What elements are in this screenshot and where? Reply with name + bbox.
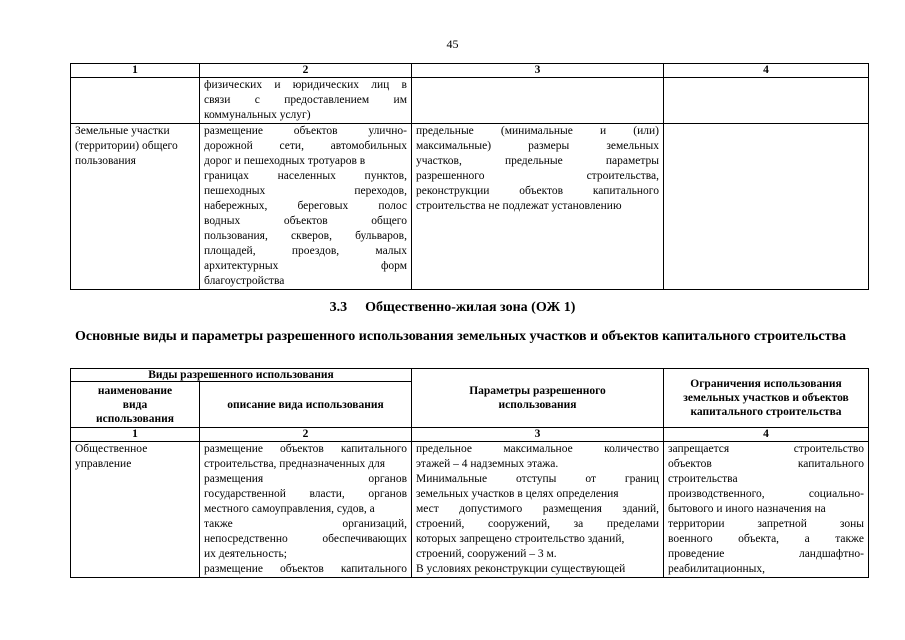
header-description-cell: описание вида использования: [200, 382, 412, 428]
word: участков,: [416, 155, 462, 167]
use-description-cell: [200, 124, 412, 290]
word: благоустройства: [204, 275, 285, 287]
word: малых: [375, 245, 407, 257]
text-line: [668, 547, 864, 562]
text-line: [668, 472, 864, 487]
word: размещение: [204, 563, 263, 575]
word: капитального: [797, 458, 864, 470]
word: пределами: [606, 518, 659, 530]
word: дорожной: [204, 140, 253, 152]
word: объектов: [280, 443, 324, 455]
restrictions-cell: [664, 442, 869, 578]
word: форм: [380, 260, 407, 272]
text-line: [416, 517, 659, 532]
text-line: [204, 229, 407, 244]
text-line: управление: [75, 458, 132, 470]
word: площадей,: [204, 245, 256, 257]
word: строений, сооружений – 3 м.: [416, 548, 557, 560]
text-line: [416, 502, 659, 517]
word: общего: [371, 215, 407, 227]
word: (минимальные: [500, 125, 573, 137]
word: мест: [416, 503, 439, 515]
word: обеспечивающих: [322, 533, 407, 545]
word: сети,: [279, 140, 304, 152]
word: органов: [368, 488, 407, 500]
word: объектов: [519, 185, 564, 197]
text-line: [204, 169, 407, 184]
word: пользования,: [204, 230, 268, 242]
use-description-cell: [200, 442, 412, 578]
use-name-cell: [71, 78, 200, 124]
word: пунктов,: [364, 170, 407, 182]
text-line: [204, 472, 407, 487]
word: скверов,: [291, 230, 332, 242]
word: максимальное: [503, 443, 573, 455]
page-number: 45: [446, 37, 459, 51]
word: размещения: [542, 503, 602, 515]
word: территории: [668, 518, 725, 530]
word: с: [254, 94, 260, 106]
word: архитектурных: [204, 260, 279, 272]
col-number-3: 3: [412, 428, 664, 442]
text-line: [668, 532, 864, 547]
word: отступы: [516, 473, 557, 485]
text-line: пользования: [75, 155, 136, 167]
table-heading: Основные виды и параметры разрешенного использования земельных участков и объектов капитального строительства: [75, 329, 847, 344]
table-row: [71, 124, 869, 290]
text-line: [416, 199, 659, 214]
word: бульваров,: [355, 230, 407, 242]
use-name-cell: [71, 442, 200, 578]
word: переходов,: [354, 185, 407, 197]
word: строительства: [668, 473, 738, 485]
col-number-2: 2: [200, 64, 412, 78]
parameters-cell: [412, 78, 664, 124]
word: запрещается: [668, 443, 730, 455]
word: объектов: [668, 458, 712, 470]
text-line: [416, 184, 659, 199]
text-line: Общественное: [75, 443, 148, 455]
col-number-3: 3: [412, 64, 664, 78]
word: непосредственно: [204, 533, 288, 545]
word: им: [393, 94, 407, 106]
section-name: Общественно-жилая зона (ОЖ 1): [365, 300, 576, 315]
word: а: [804, 533, 810, 545]
text-line: [204, 457, 407, 472]
text-line: [668, 487, 864, 502]
section-title: [0, 300, 905, 316]
text-line: [668, 442, 864, 457]
land-use-table-continued: [70, 63, 869, 290]
col-number-4: 4: [664, 428, 869, 442]
text-line: [416, 547, 659, 562]
text-line: [668, 517, 864, 532]
restrictions-cell: [664, 124, 869, 290]
text-line: [204, 184, 407, 199]
text-line: [416, 442, 659, 457]
text-line: [204, 259, 407, 274]
word: населенных: [277, 170, 336, 182]
word: от: [585, 473, 596, 485]
word: зданий,: [622, 503, 659, 515]
text-line: [204, 517, 407, 532]
text-line: (территории) общего: [75, 140, 178, 152]
word: автомобильных: [330, 140, 407, 152]
text-line: [416, 472, 659, 487]
word: физических: [204, 79, 263, 91]
text-line: [668, 502, 864, 517]
word: строительства, предназначенных для: [204, 458, 386, 470]
word: допустимого: [459, 503, 523, 515]
word: военного: [668, 533, 713, 545]
word: границах: [204, 170, 249, 182]
col-number-2: 2: [200, 428, 412, 442]
table-row: [71, 442, 869, 578]
word: водных: [204, 215, 241, 227]
text-line: использования: [96, 412, 174, 425]
word: Минимальные: [416, 473, 488, 485]
word: строительство: [793, 443, 864, 455]
parameters-cell: [412, 124, 664, 290]
text-line: [204, 154, 407, 169]
word: В условиях реконструкции существующей: [416, 563, 626, 575]
word: количество: [604, 443, 659, 455]
text-line: [416, 562, 659, 577]
word: связи: [204, 94, 231, 106]
word: максимальные): [416, 140, 492, 152]
word: власти,: [309, 488, 345, 500]
text-line: [204, 547, 407, 562]
word: капитального: [592, 185, 659, 197]
word: размещения: [204, 473, 264, 485]
text-line: [416, 532, 659, 547]
text-line: [204, 562, 407, 577]
text-line: Земельные участки: [75, 125, 170, 137]
use-name-cell: [71, 124, 200, 290]
word: юридических: [292, 79, 359, 91]
text-line: [416, 139, 659, 154]
word: также: [835, 533, 864, 545]
text-line: [204, 214, 407, 229]
header-name-cell: [71, 382, 200, 428]
word: сооружений,: [487, 518, 551, 530]
word: предельные: [416, 125, 474, 137]
word: объектов: [280, 563, 324, 575]
text-line: [204, 93, 407, 108]
word: местного самоуправления, судов, а: [204, 503, 375, 515]
word: предельное: [416, 443, 472, 455]
word: также: [204, 518, 233, 530]
word: полос: [378, 200, 407, 212]
word: пешеходных: [204, 185, 266, 197]
text-line: вида: [122, 398, 148, 411]
word: земельных участков в целях определения: [416, 488, 619, 500]
header-parameters-cell: [412, 369, 664, 428]
text-line: Ограничения использования: [690, 378, 842, 390]
word: которых запрещено строительство зданий,: [416, 533, 625, 545]
text-line: [416, 457, 659, 472]
parameters-cell: [412, 442, 664, 578]
header-restrictions-cell: [664, 369, 869, 428]
text-line: земельных участков и объектов: [683, 392, 849, 404]
word: набережных,: [204, 200, 268, 212]
text-line: [204, 78, 407, 93]
word: реабилитационных,: [668, 563, 765, 575]
word: (или): [633, 125, 659, 137]
word: ландшафтно-: [798, 548, 864, 560]
public-residential-zone-table: [70, 368, 869, 578]
text-line: [204, 199, 407, 214]
word: реконструкции: [416, 185, 490, 197]
text-line: использования: [498, 399, 577, 411]
text-line: [204, 108, 407, 123]
word: предельные: [504, 155, 563, 167]
word: дорог и пешеходных тротуаров в: [204, 155, 366, 167]
word: в: [401, 79, 407, 91]
column-number-row: [71, 428, 869, 442]
word: проведение: [668, 548, 725, 560]
text-line: [204, 532, 407, 547]
text-line: [204, 244, 407, 259]
text-line: [204, 274, 407, 289]
text-line: капитального строительства: [690, 406, 842, 418]
word: размеры: [528, 140, 570, 152]
text-line: [416, 169, 659, 184]
text-line: Параметры разрешенного: [469, 385, 606, 397]
word: объекта,: [738, 533, 780, 545]
text-line: [204, 442, 407, 457]
header-group-cell: Виды разрешенного использования: [71, 369, 412, 382]
word: проездов,: [291, 245, 340, 257]
word: земельных: [606, 140, 659, 152]
col-number-4: 4: [664, 64, 869, 78]
word: производственного,: [668, 488, 765, 500]
word: размещение: [204, 443, 263, 455]
word: коммунальных услуг): [204, 109, 311, 121]
text-line: наименование: [97, 384, 173, 397]
word: параметры: [605, 155, 659, 167]
word: бытового и иного назначения на: [668, 503, 826, 515]
table-row: [71, 78, 869, 124]
text-line: [204, 487, 407, 502]
text-line: [416, 154, 659, 169]
word: строений,: [416, 518, 465, 530]
word: государственной: [204, 488, 286, 500]
word: строительства не подлежат установлению: [416, 200, 622, 212]
text-line: [416, 124, 659, 139]
header-group-row: [71, 369, 869, 382]
word: разрешенного: [416, 170, 485, 182]
text-line: [204, 139, 407, 154]
use-description-cell: [200, 78, 412, 124]
word: и: [274, 79, 281, 91]
word: их деятельность;: [204, 548, 287, 560]
word: береговых: [297, 200, 349, 212]
word: улично-: [368, 125, 407, 137]
word: объектов: [283, 215, 328, 227]
word: размещение: [204, 125, 263, 137]
word: запретной: [757, 518, 807, 530]
word: организаций,: [342, 518, 407, 530]
text-line: [204, 502, 407, 517]
word: капитального: [340, 563, 407, 575]
section-number: 3.3: [329, 300, 348, 315]
word: за: [573, 518, 584, 530]
word: капитального: [340, 443, 407, 455]
text-line: [668, 562, 864, 577]
restrictions-cell: [664, 78, 869, 124]
text-line: [204, 124, 407, 139]
word: зоны: [839, 518, 864, 530]
word: лиц: [371, 79, 390, 91]
word: органов: [368, 473, 407, 485]
word: социально-: [808, 488, 864, 500]
column-number-row: [71, 64, 869, 78]
text-line: [668, 457, 864, 472]
word: границ: [624, 473, 659, 485]
col-number-1: 1: [71, 428, 200, 442]
text-line: [416, 487, 659, 502]
col-number-1: 1: [71, 64, 200, 78]
word: и: [599, 125, 607, 137]
word: объектов: [293, 125, 338, 137]
word: этажей – 4 надземных этажа.: [416, 458, 559, 470]
word: строительства,: [586, 170, 659, 182]
word: предоставлением: [284, 94, 370, 106]
